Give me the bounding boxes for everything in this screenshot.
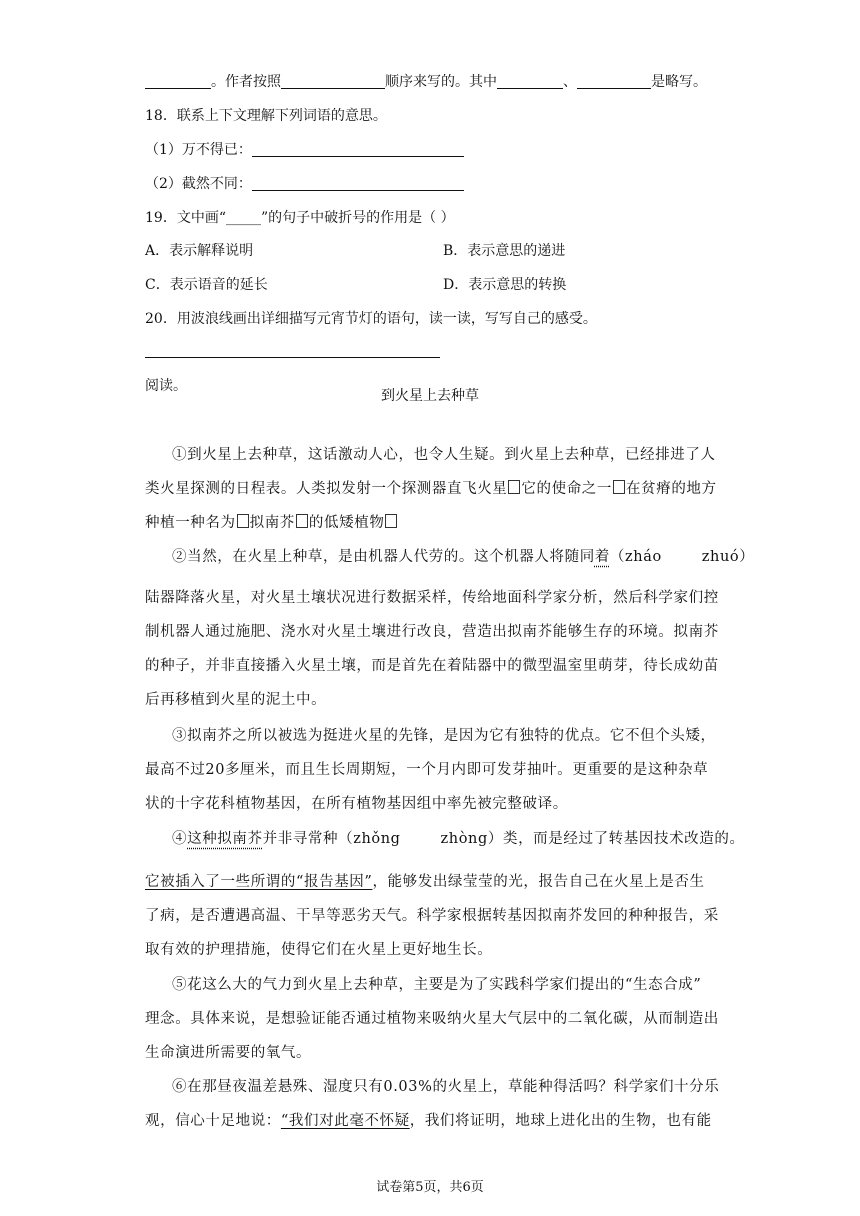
para-1-line-1: ①到火星上去种草，这话激动人心，也令人生疑。到火星上去种草，已经排进了人 <box>172 447 716 463</box>
pinyin-choice[interactable]: zhuó） <box>701 549 755 565</box>
para-4-text: ，能够发出绿莹莹的光，报告自己在火星上是否生 <box>372 874 705 890</box>
dotted-char: 着 <box>594 549 610 565</box>
q20-answer-line[interactable] <box>145 357 440 358</box>
underlined-sentence: 它被插入了一些所谓的“报告基因” <box>145 874 373 890</box>
para-6-line-1: ⑥在那昼夜温差悬殊、湿度只有0.03%的火星上，草能种得活吗？科学家们十分乐 <box>172 1079 720 1095</box>
q17-text-2: 顺序来写的。其中 <box>385 74 497 90</box>
q19-stem <box>145 208 455 228</box>
dotted-phrase: 这种拟南芥 <box>187 831 263 847</box>
q17-line <box>145 72 707 92</box>
answer-blank[interactable] <box>252 142 464 157</box>
q20-stem: 20．用波浪线画出详细描写元宵节灯的语句，读一读，写写自己的感受。 <box>145 311 597 327</box>
pinyin-choice[interactable]: 并非寻常种（zhǒng <box>262 831 401 847</box>
para-1-text: 拟南芥 <box>249 515 295 531</box>
q18-item-2-label: （2）截然不同： <box>145 176 252 192</box>
para-2-line-2: 陆器降落火星，对火星土壤状况进行数据采样，传给地面科学家分析，然后科学家们控 <box>145 590 719 606</box>
para-6-text: 观，信心十足地说： <box>145 1113 281 1129</box>
para-4-line-3: 了病，是否遭遇高温、干旱等恶劣天气。科学家根据转基因拟南芥发回的种种报告，采 <box>145 908 719 924</box>
underlined-sentence: “我们对此毫不怀疑 <box>280 1113 410 1129</box>
answer-blank[interactable] <box>252 176 464 191</box>
para-1-text: 类火星探测的日程表。人类拟发射一个探测器直飞火星 <box>145 481 508 497</box>
para-1-text: 它的使命之一 <box>521 481 613 497</box>
missing-punctuation-box[interactable] <box>613 480 625 494</box>
para-4-line-2 <box>145 872 715 892</box>
q17-text-1: 。作者按照 <box>211 74 281 90</box>
para-3-line-2: 最高不过20多厘米，而且生长周期短，一个月内即可发芽抽叶。更重要的是这种杂草 <box>145 762 709 778</box>
para-5-line-3: 生命演进所需要的氧气。 <box>145 1045 312 1061</box>
para-5-line-1: ⑤花这么大的气力到火星上去种草，主要是为了实践科学家们提出的“生态合成” <box>172 977 702 993</box>
para-1-text: 的低矮植物 <box>308 515 385 531</box>
q17-text-4: 是略写。 <box>651 74 707 90</box>
q19-option-b[interactable]: B．表示意思的递进 <box>443 243 566 259</box>
para-6-line-2 <box>145 1111 715 1131</box>
missing-punctuation-box[interactable] <box>385 514 397 528</box>
para-4-line-1 <box>172 829 745 849</box>
para-3-line-3: 状的十字花科植物基因，在所有植物基因组中率先被完整破译。 <box>145 796 568 812</box>
q18-item-2 <box>145 174 464 194</box>
missing-punctuation-box[interactable] <box>237 514 249 528</box>
para-4-text: zhòng）类，而是经过了转基因技术改造的。 <box>440 831 745 847</box>
para-5-line-2: 理念。具体来说，是想验证能否通过植物来吸纳火星大气层中的二氧化碳，从而制造出 <box>145 1011 719 1027</box>
q18-item-1 <box>145 140 464 160</box>
reading-intro: 阅读。 <box>145 378 187 394</box>
missing-punctuation-box[interactable] <box>296 514 308 528</box>
para-2-line-5: 后再移植到火星的泥土中。 <box>145 692 327 708</box>
q19-stem-mid: _____ <box>225 210 261 226</box>
answer-blank[interactable] <box>577 74 651 89</box>
para-2-text: ②当然，在火星上种草，是由机器人代劳的。这个机器人将随同 <box>172 549 595 565</box>
q19-option-a[interactable]: A．表示解释说明 <box>145 243 254 259</box>
q19-option-c[interactable]: C．表示语音的延长 <box>145 277 268 293</box>
pinyin-choice[interactable]: （zháo <box>609 549 662 565</box>
q18-stem: 18．联系上下文理解下列词语的意思。 <box>145 108 387 124</box>
para-1-line-3 <box>145 513 715 533</box>
para-1-line-2 <box>145 479 715 499</box>
para-3-line-1: ③拟南芥之所以被选为挺进火星的先锋，是因为它有独特的优点。它不但个头矮， <box>172 728 716 744</box>
para-4-line-4: 取有效的护理措施，使得它们在火星上更好地生长。 <box>145 942 493 958</box>
q19-stem-post: ”的句子中破折号的作用是（ ） <box>260 210 455 226</box>
para-1-text: 种植一种名为 <box>145 515 236 531</box>
para-2-line-3: 制机器人通过施肥、浇水对火星土壤进行改良，营造出拟南芥能够生存的环境。拟南芥 <box>145 624 719 640</box>
q19-option-d[interactable]: D．表示意思的转换 <box>443 277 567 293</box>
answer-blank[interactable] <box>497 74 563 89</box>
q18-item-1-label: （1）万不得已： <box>145 142 252 158</box>
q17-text-3: 、 <box>563 74 577 90</box>
para-2-line-1 <box>172 547 755 567</box>
para-6-text: ，我们将证明，地球上进化出的生物，也有能 <box>409 1113 712 1129</box>
q19-stem-pre: 19．文中画“ <box>145 210 226 226</box>
page-footer: 试卷第5页，共6页 <box>376 1180 484 1195</box>
para-4-text: ④ <box>172 831 188 847</box>
para-1-text: 在贫瘠的地方 <box>626 481 717 497</box>
answer-blank[interactable] <box>145 74 211 89</box>
answer-blank[interactable] <box>281 74 385 89</box>
missing-punctuation-box[interactable] <box>508 480 520 494</box>
para-2-line-4: 的种子，并非直接播入火星土壤，而是首先在着陆器中的微型温室里萌芽，待长成幼苗 <box>145 658 719 674</box>
article-title: 到火星上去种草 <box>381 388 479 404</box>
